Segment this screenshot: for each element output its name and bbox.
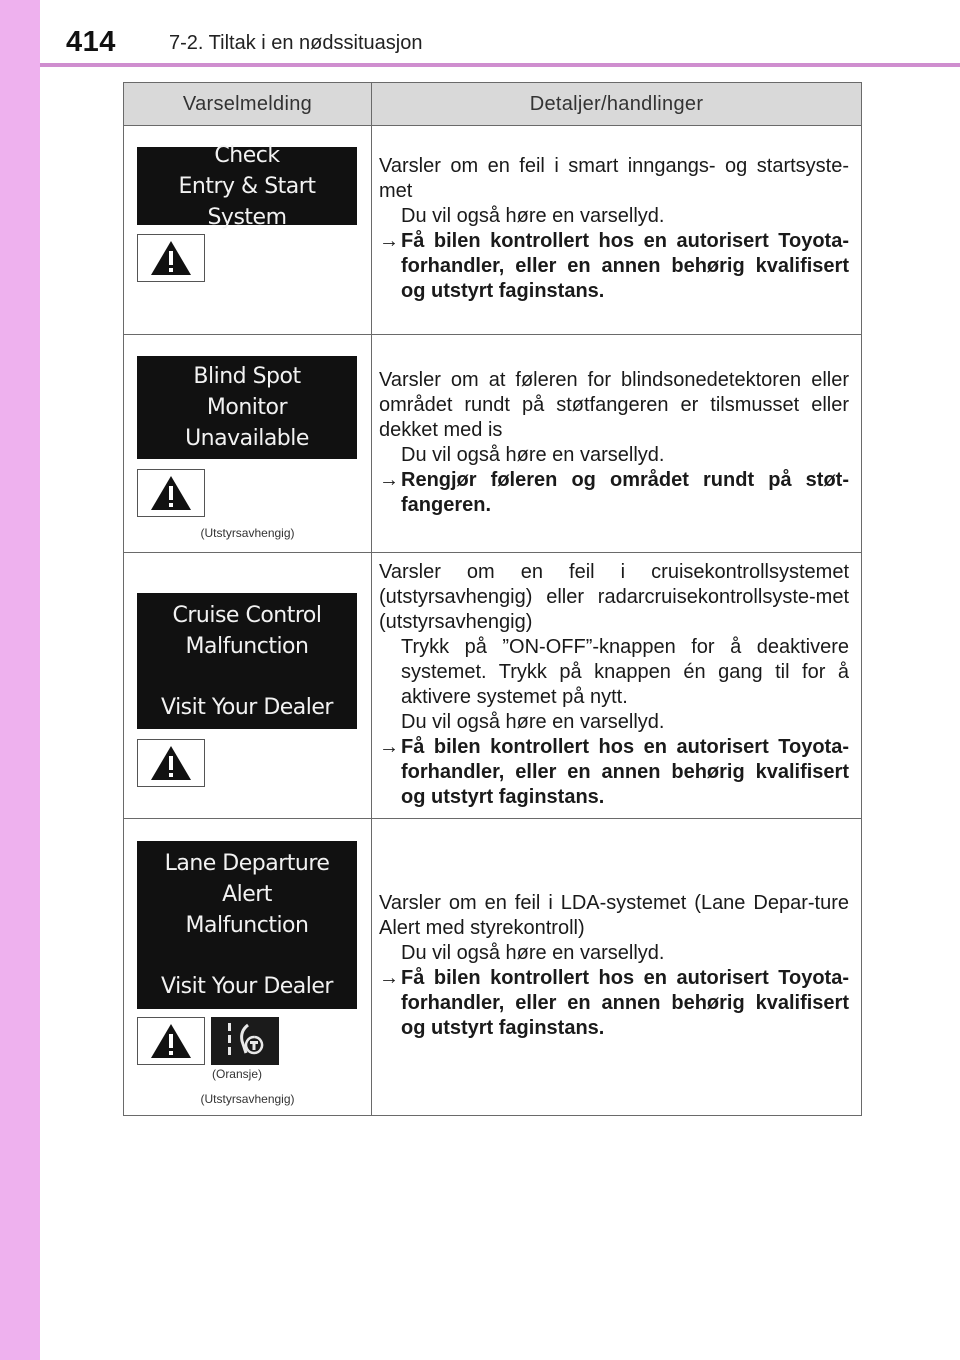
message-cell: [124, 553, 372, 819]
note-text: Du vil også høre en varsellyd.: [401, 443, 665, 466]
message-cell: [124, 335, 372, 553]
details-cell: [372, 553, 862, 819]
note-text: Du vil også høre en varsellyd.: [401, 942, 665, 964]
table-header-row: [124, 83, 862, 126]
action-item: → Få bilen kontrollert hos en autorisert Toyota-forhandler, eller en annen behørig kvalifisert og utstyrt faginstans.: [379, 735, 849, 808]
message-cell: [124, 819, 372, 1116]
note-text: Du vil også høre en varsellyd.: [401, 205, 665, 227]
warning-triangle-icon: [137, 739, 205, 787]
description-text: Varsler om en feil i cruisekontrollsystemet (utstyrsavhengig) eller radarcruisekontrollsyste-met (utstyrsavhengig): [379, 560, 849, 633]
page-number: 414: [66, 26, 116, 58]
arrow-icon: →: [379, 735, 399, 758]
header-rule: [40, 63, 960, 67]
arrow-icon: →: [379, 967, 399, 989]
display-screen: Lane Departure Alert Malfunction Visit Your Dealer: [137, 841, 357, 1009]
display-screen: Blind Spot Monitor Unavailable: [137, 356, 357, 459]
details-cell: [372, 819, 862, 1116]
side-tab-bar: [0, 0, 40, 1360]
arrow-icon: →: [379, 468, 399, 491]
column-header-details: Detaljer/handlinger: [372, 83, 862, 126]
icon-color-caption: (Oransje): [211, 1067, 262, 1081]
warning-triangle-icon: [137, 234, 205, 282]
table-row: [124, 553, 862, 819]
warning-message-table: [123, 82, 862, 1116]
note-text: Trykk på ”ON-OFF”-knappen for å deaktivere systemet. Trykk på knappen én gang til for å aktivere systemet på nytt.: [401, 635, 849, 708]
availability-caption: (Utstyrsavhengig): [200, 526, 295, 540]
table-row: [124, 126, 862, 335]
action-item: → Få bilen kontrollert hos en autorisert Toyota-forhandler, eller en annen behørig kvalifisert og utstyrt faginstans.: [379, 967, 849, 1039]
note-text: Du vil også høre en varsellyd.: [401, 710, 665, 733]
description-text: Varsler om en feil i LDA-systemet (Lane Depar-ture Alert med styrekontroll): [379, 892, 849, 939]
details-cell: [372, 126, 862, 335]
column-header-message: Varselmelding: [124, 83, 372, 126]
action-item: → Rengjør føleren og området rundt på støt-fangeren.: [379, 468, 849, 516]
details-cell: [372, 335, 862, 553]
lane-departure-icon: [211, 1017, 279, 1065]
message-cell: [124, 126, 372, 335]
display-screen: Check Entry & Start System: [137, 147, 357, 225]
description-text: Varsler om at føleren for blindsonedetektoren eller området rundt på støtfangeren er tilsmusset eller dekket med is: [379, 368, 849, 441]
warning-triangle-icon: [137, 1017, 205, 1065]
table-row: [124, 335, 862, 553]
availability-caption: (Utstyrsavhengig): [200, 1092, 295, 1106]
warning-triangle-icon: [137, 469, 205, 517]
action-item: → Få bilen kontrollert hos en autorisert Toyota-forhandler, eller en annen behørig kvalifisert og utstyrt faginstans.: [379, 230, 849, 302]
display-screen: Cruise Control Malfunction Visit Your Dealer: [137, 593, 357, 729]
section-title: 7-2. Tiltak i en nødssituasjon: [169, 32, 423, 54]
table-row: [124, 819, 862, 1116]
arrow-icon: →: [379, 230, 399, 252]
description-text: Varsler om en feil i smart inngangs- og startsyste-met: [379, 155, 849, 202]
